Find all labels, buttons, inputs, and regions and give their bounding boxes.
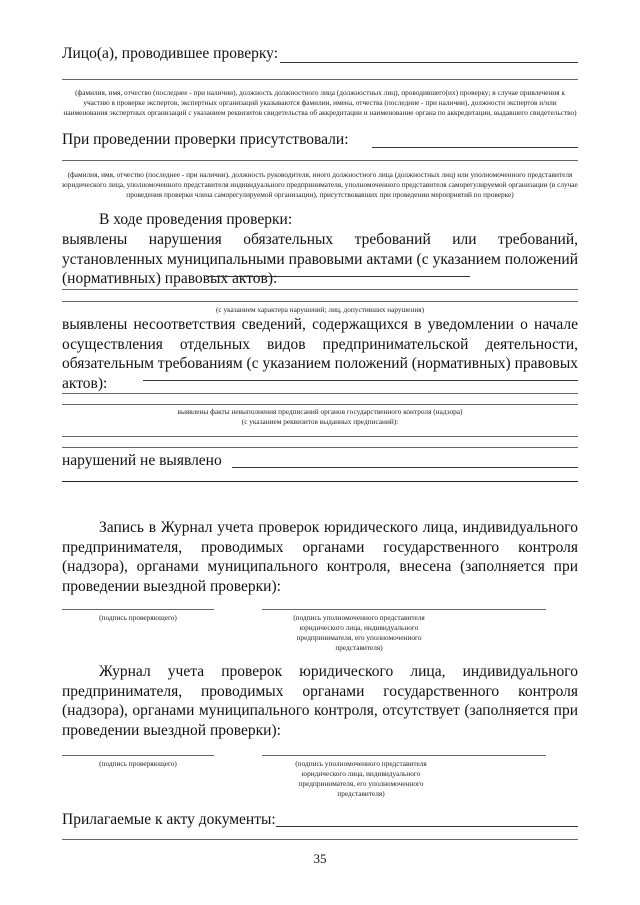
mismatch-text: выявлены несоответствия сведений, содержащихся в уведомлении о начале осуществления отдельных видов предпринимательской деятельности, обязательным требованиям (с указанием положений (нормативных) правовых актов):	[62, 316, 578, 392]
findings-intro: В ходе проведения проверки:	[99, 211, 293, 228]
orders-hint-1: выявлены факты невыполнения предписаний органов государственного контроля (надзора)	[177, 407, 463, 416]
page-number: 35	[313, 851, 327, 866]
journal-absent-inspector-caption: (подпись проверяющего)	[99, 759, 177, 768]
inspector-hint: (фамилия, имя, отчество (последнее - при наличии), должность должностного лица (должностных лиц), проводившего(их) проверку; в случае привлечения к участию в проверке экспертов, экспертных организаций указываются фамилии, имена, отчества (последние - при наличии), должности экспертов и/или наименования экспертных организаций с указанием реквизитов свидетельства об аккредитации и наименование органа по аккредитации, выдавшего свидетельство)	[63, 88, 577, 117]
journal-entry-rep-sign-line[interactable]	[262, 609, 546, 610]
journal-absent-rep-caption: (подпись уполномоченного представителя юридического лица, индивидуального предпринимателя, его уполномоченного представителя)	[295, 759, 427, 798]
violations-field-line[interactable]	[206, 276, 470, 277]
orders-field-line-2[interactable]	[62, 447, 578, 448]
inspector-label: Лицо(а), проводившее проверку:	[62, 45, 279, 62]
journal-absent-text: Журнал учета проверок юридического лица, индивидуального предпринимателя, проводимых органами государственного контроля (надзора), органами муниципального контроля, отсутствует (заполняется при проведении выездной проверки):	[62, 663, 578, 739]
attachments-field-line-2[interactable]	[62, 839, 578, 840]
present-field-line[interactable]	[372, 147, 578, 148]
orders-field-line[interactable]	[62, 436, 578, 437]
journal-entry-inspector-sign-line[interactable]	[62, 609, 214, 610]
present-label: При проведении проверки присутствовали:	[62, 131, 349, 148]
section-divider	[62, 481, 578, 482]
present-hint: (фамилия, имя, отчество (последнее - при наличии), должность руководителя, иного должностного лица (должностных лиц) или уполномоченного представителя юридического лица, уполномоченного представителя индивидуального предпринимателя, уполномоченного представителя саморегулируемой организации (в случае проведения проверки члена саморегулируемой организации), присутствовавших при проведении мероприятий по проверке)	[62, 170, 578, 199]
inspector-field-line[interactable]	[280, 62, 578, 63]
journal-entry-inspector-caption: (подпись проверяющего)	[99, 613, 177, 622]
mismatch-field-line-2[interactable]	[62, 393, 578, 394]
journal-absent-rep-sign-line[interactable]	[262, 755, 546, 756]
present-field-line-2[interactable]	[62, 160, 578, 161]
attachments-field-line[interactable]	[276, 826, 578, 827]
none-found-label: нарушений не выявлено	[62, 452, 222, 469]
violations-field-line-2[interactable]	[62, 289, 578, 290]
journal-absent-inspector-sign-line[interactable]	[62, 755, 214, 756]
violations-text: выявлены нарушения обязательных требований или требований, установленных муниципальными правовыми актами (с указанием положений (нормативных) правовых актов):	[62, 231, 578, 287]
mismatch-field-line[interactable]	[143, 380, 578, 381]
attachments-label: Прилагаемые к акту документы:	[62, 811, 276, 828]
mismatch-field-line-3[interactable]	[62, 404, 578, 405]
inspector-field-line-2[interactable]	[62, 79, 578, 80]
violations-field-line-3[interactable]	[62, 301, 578, 302]
orders-hint-2: (с указанием реквизитов выданных предписаний):	[241, 417, 399, 426]
journal-entry-text: Запись в Журнал учета проверок юридического лица, индивидуального предпринимателя, проводимых органами государственного контроля (надзора), органами муниципального контроля, внесена (заполняется при проведении выездной проверки):	[62, 519, 578, 595]
none-found-field-line[interactable]	[232, 467, 578, 468]
violations-hint: (с указанием характера нарушений; лиц, допустивших нарушения)	[215, 305, 425, 314]
journal-entry-rep-caption: (подпись уполномоченного представителя юридического лица, индивидуального предпринимателя, его уполномоченного представителя)	[293, 613, 425, 652]
